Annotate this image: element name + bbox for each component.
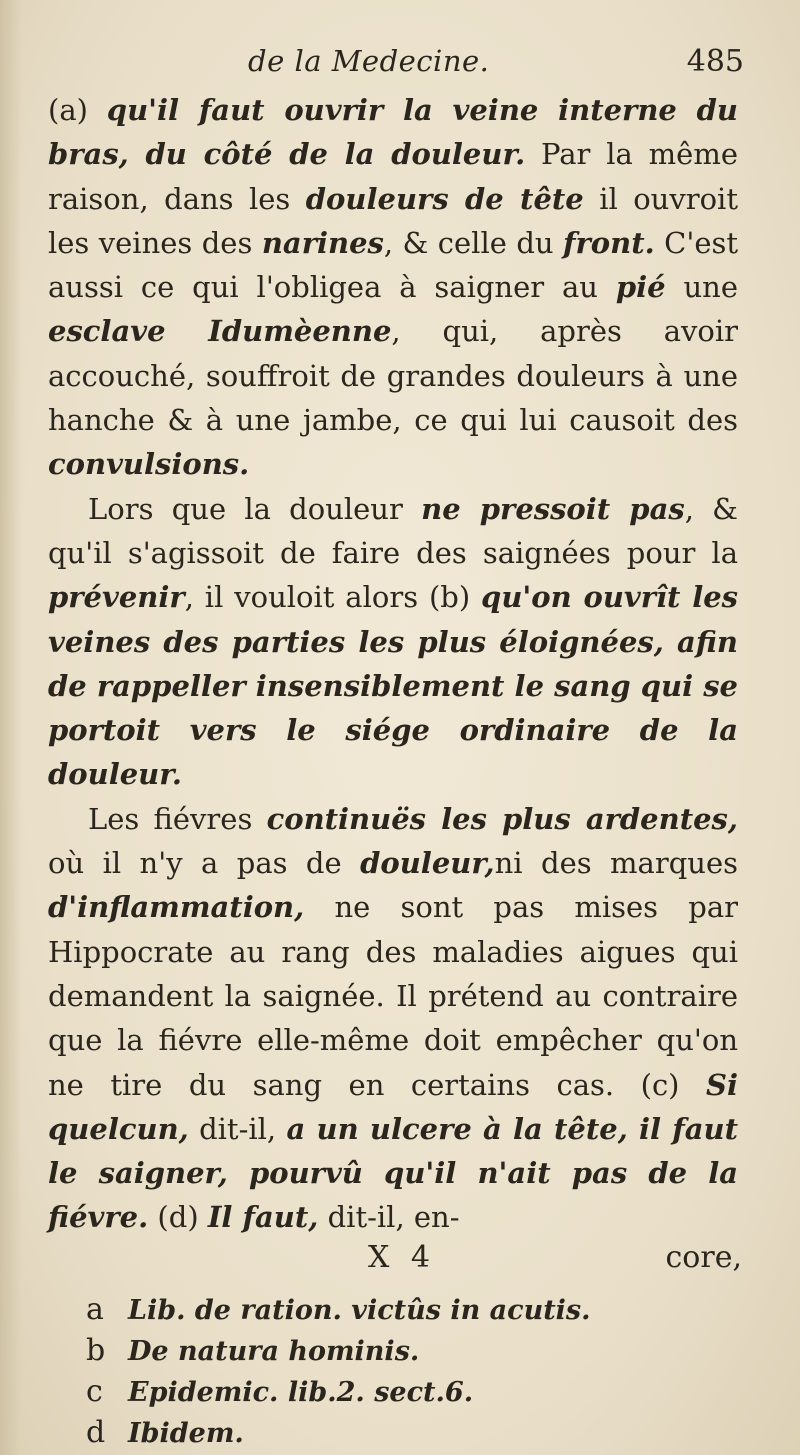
footnote-letter: a (86, 1291, 104, 1327)
signature-mark: X 4 (368, 1239, 436, 1275)
footnote-item (48, 1372, 738, 1413)
footnote-letter: b (86, 1332, 106, 1368)
footnotes (48, 1290, 738, 1454)
italic-text: qu'il faut ouvrir la veine interne du bras, du côté de la douleur. (48, 93, 738, 172)
footnote-text: De natura hominis. (128, 1335, 420, 1367)
signature-line (48, 1239, 742, 1286)
paragraph-1 (48, 88, 738, 487)
footnote-text: Lib. de ration. victûs in acutis. (128, 1294, 591, 1326)
italic-text: narines (261, 225, 384, 260)
italic-text: a un ulcere à la tête, il faut le saigner, pourvû qu'il n'ait pas de la fiévre. (48, 1111, 738, 1235)
text-span: ne sont pas mises par Hippocrate au rang des maladies aigues qui demandent la saignée. Il prétend au contraire que la fiévre elle-même doit empêcher qu'on ne tire du sang en certains cas. (48, 890, 738, 1102)
italic-text: esclave Idumèenne (48, 314, 392, 349)
text-span: dit-il, (188, 1111, 287, 1146)
italic-text: prévenir (48, 580, 185, 615)
text-span: Par la même raison, dans les (48, 137, 738, 216)
italic-text: d'inflammation, (48, 890, 305, 925)
page-header (48, 40, 744, 88)
note-ref-a: (a) (48, 93, 107, 127)
page-number: 485 (686, 44, 744, 79)
footnote-letter: c (86, 1373, 103, 1409)
catchword: core, (665, 1239, 742, 1275)
running-title: de la Medecine. (248, 44, 490, 78)
main-text (48, 88, 738, 1240)
text-span: une (665, 270, 738, 305)
text-span: il ouvroit les veines des (48, 181, 738, 260)
text-span: ni des marques (494, 846, 738, 881)
italic-text: douleur, (360, 846, 495, 881)
footnote-letter: d (86, 1414, 106, 1450)
text-span: dit-il, en- (318, 1200, 460, 1235)
paragraph-3 (48, 797, 738, 1240)
footnote-item (48, 1413, 738, 1454)
text-span: , qui, après avoir accouché, souffroit de grandes douleurs à une hanche & à une jambe, ce qui lui causoit des (48, 314, 738, 438)
italic-text: front. (563, 225, 655, 260)
footnote-item (48, 1331, 738, 1372)
paragraph-2 (48, 487, 738, 797)
footnote-item (48, 1290, 738, 1331)
italic-text: Il faut, (207, 1200, 319, 1235)
italic-text: Si quelcun, (48, 1067, 738, 1146)
italic-text: ne pressoit pas (421, 491, 685, 526)
note-ref-b: (b) (428, 580, 482, 615)
italic-text: convulsions. (48, 447, 250, 482)
note-ref-c: (c) (640, 1067, 707, 1102)
italic-text: qu'on ouvrît les veines des parties les plus éloignées, afin de rappeller insensiblement le sang qui se portoit vers le siége ordinaire de la douleur. (48, 580, 738, 792)
italic-text: continuës les plus ardentes, (266, 801, 738, 836)
footnote-text: Ibidem. (128, 1417, 244, 1449)
text-span: , & celle du (383, 225, 564, 260)
text-span: C'est aussi ce qui l'obligea à saigner au (48, 225, 739, 305)
text-span: Les fiévres (88, 801, 267, 836)
text-span: , & qu'il s'agissoit de faire des saignées pour la (48, 491, 738, 570)
book-page (48, 40, 744, 1454)
note-ref-d: (d) (148, 1200, 208, 1235)
italic-text: douleurs de tête (305, 181, 584, 216)
text-span: , il vouloit alors (184, 580, 429, 615)
text-span: Lors que la douleur (88, 491, 422, 526)
italic-text: pié (615, 270, 666, 305)
text-span: où il n'y a pas de (48, 846, 361, 881)
page-edge-shadow (0, 0, 22, 1455)
footnote-text: Epidemic. lib.2. sect.6. (128, 1376, 474, 1408)
